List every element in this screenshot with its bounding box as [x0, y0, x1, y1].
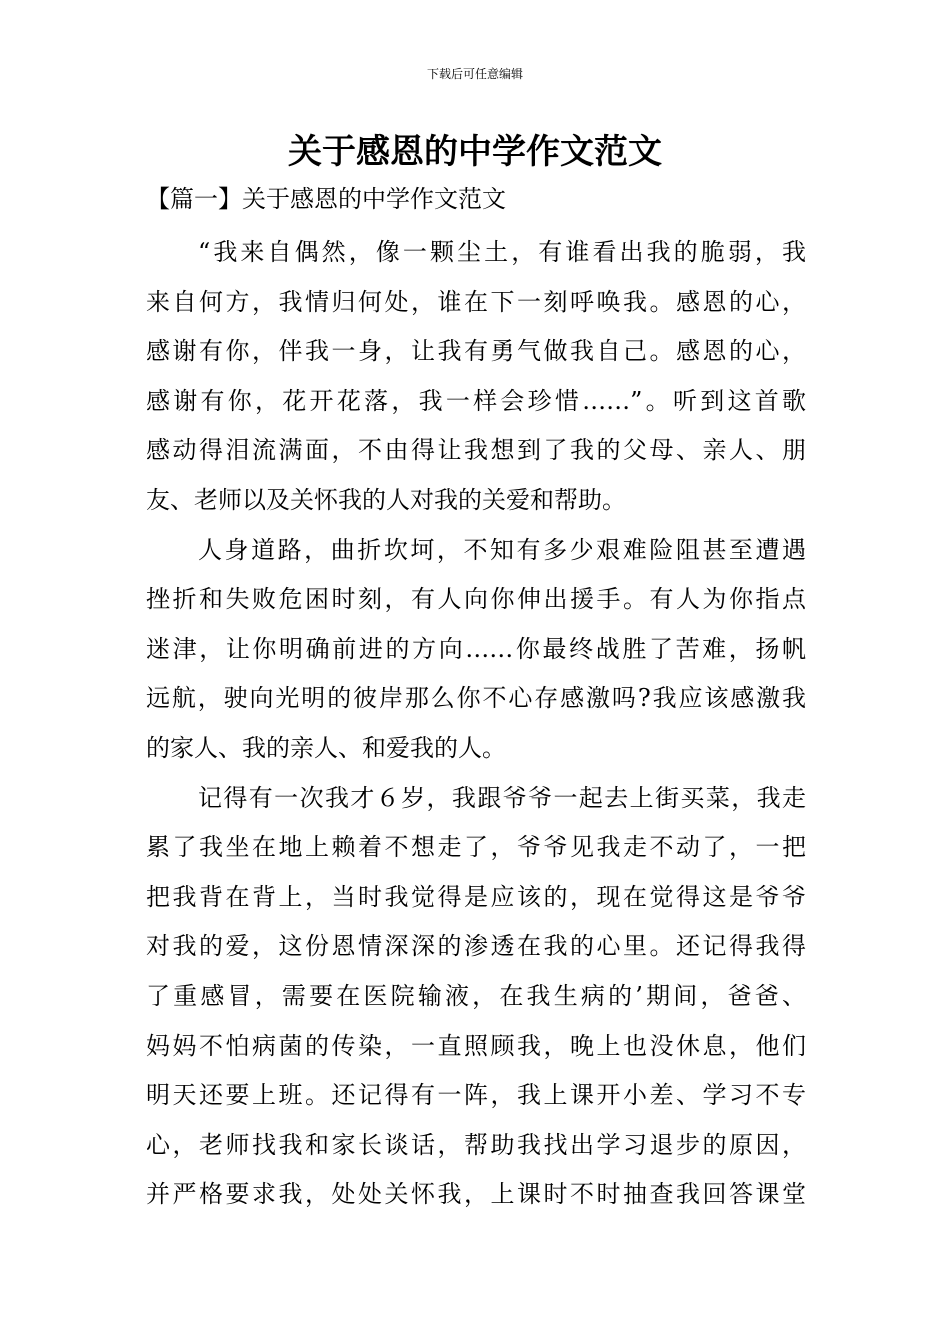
paragraph-3 [146, 774, 806, 1220]
text-line: 累了我坐在地上赖着不想走了，爷爷见我走不动了，一把 [146, 833, 806, 862]
text-line: 迷津，让你明确前进的方向……你最终战胜了苦难，扬帆 [146, 634, 806, 663]
text-line: 心，老师找我和家长谈话，帮助我找出学习退步的原因， [146, 1130, 806, 1159]
text-line: 记得有一次我才６岁，我跟爷爷一起去上街买菜，我走 [198, 783, 806, 812]
text-line: 挫折和失败危困时刻，有人向你伸出援手。有人为你指点 [146, 585, 806, 614]
document-title: 关于感恩的中学作文范文 [288, 132, 662, 172]
text-line: 把我背在背上，当时我觉得是应该的，现在觉得这是爷爷 [146, 882, 806, 911]
text-line: “我来自偶然，像一颗尘土，有谁看出我的脆弱，我 [198, 238, 806, 266]
text-line: 感谢有你，伴我一身，让我有勇气做我自己。感恩的心， [146, 337, 806, 366]
text-line: 并严格要求我，处处关怀我，上课时不时抽查我回答课堂 [146, 1180, 806, 1209]
text-line: 感谢有你，花开花落，我一样会珍惜……”。听到这首歌 [146, 386, 806, 415]
text-line: 的家人、我的亲人、和爱我的人。 [146, 733, 506, 762]
text-line: 友、老师以及关怀我的人对我的关爱和帮助。 [146, 485, 626, 514]
text-line: 感动得泪流满面，不由得让我想到了我的父母、亲人、朋 [146, 436, 806, 465]
text-line: 来自何方，我情归何处，谁在下一刻呼唤我。感恩的心， [146, 287, 806, 316]
document-body [146, 228, 806, 1220]
text-line: 明天还要上班。还记得有一阵，我上课开小差、学习不专 [146, 1081, 806, 1110]
text-line: 远航，驶向光明的彼岸那么你不心存感激吗?我应该感激我 [146, 684, 806, 713]
text-line: 了重感冒，需要在医院输液，在我生病的’期间，爸爸、 [146, 981, 806, 1010]
section-heading: 【篇一】关于感恩的中学作文范文 [146, 185, 506, 213]
text-line: 妈妈不怕病菌的传染，一直照顾我，晚上也没休息，他们 [146, 1031, 806, 1060]
text-line: 人身道路，曲折坎坷，不知有多少艰难险阻甚至遭遇 [198, 535, 806, 564]
text-line: 对我的爱，这份恩情深深的渗透在我的心里。还记得我得 [146, 932, 806, 961]
page-header-note: 下载后可任意编辑 [426, 67, 523, 81]
paragraph-2 [146, 526, 806, 774]
paragraph-1 [146, 228, 806, 526]
